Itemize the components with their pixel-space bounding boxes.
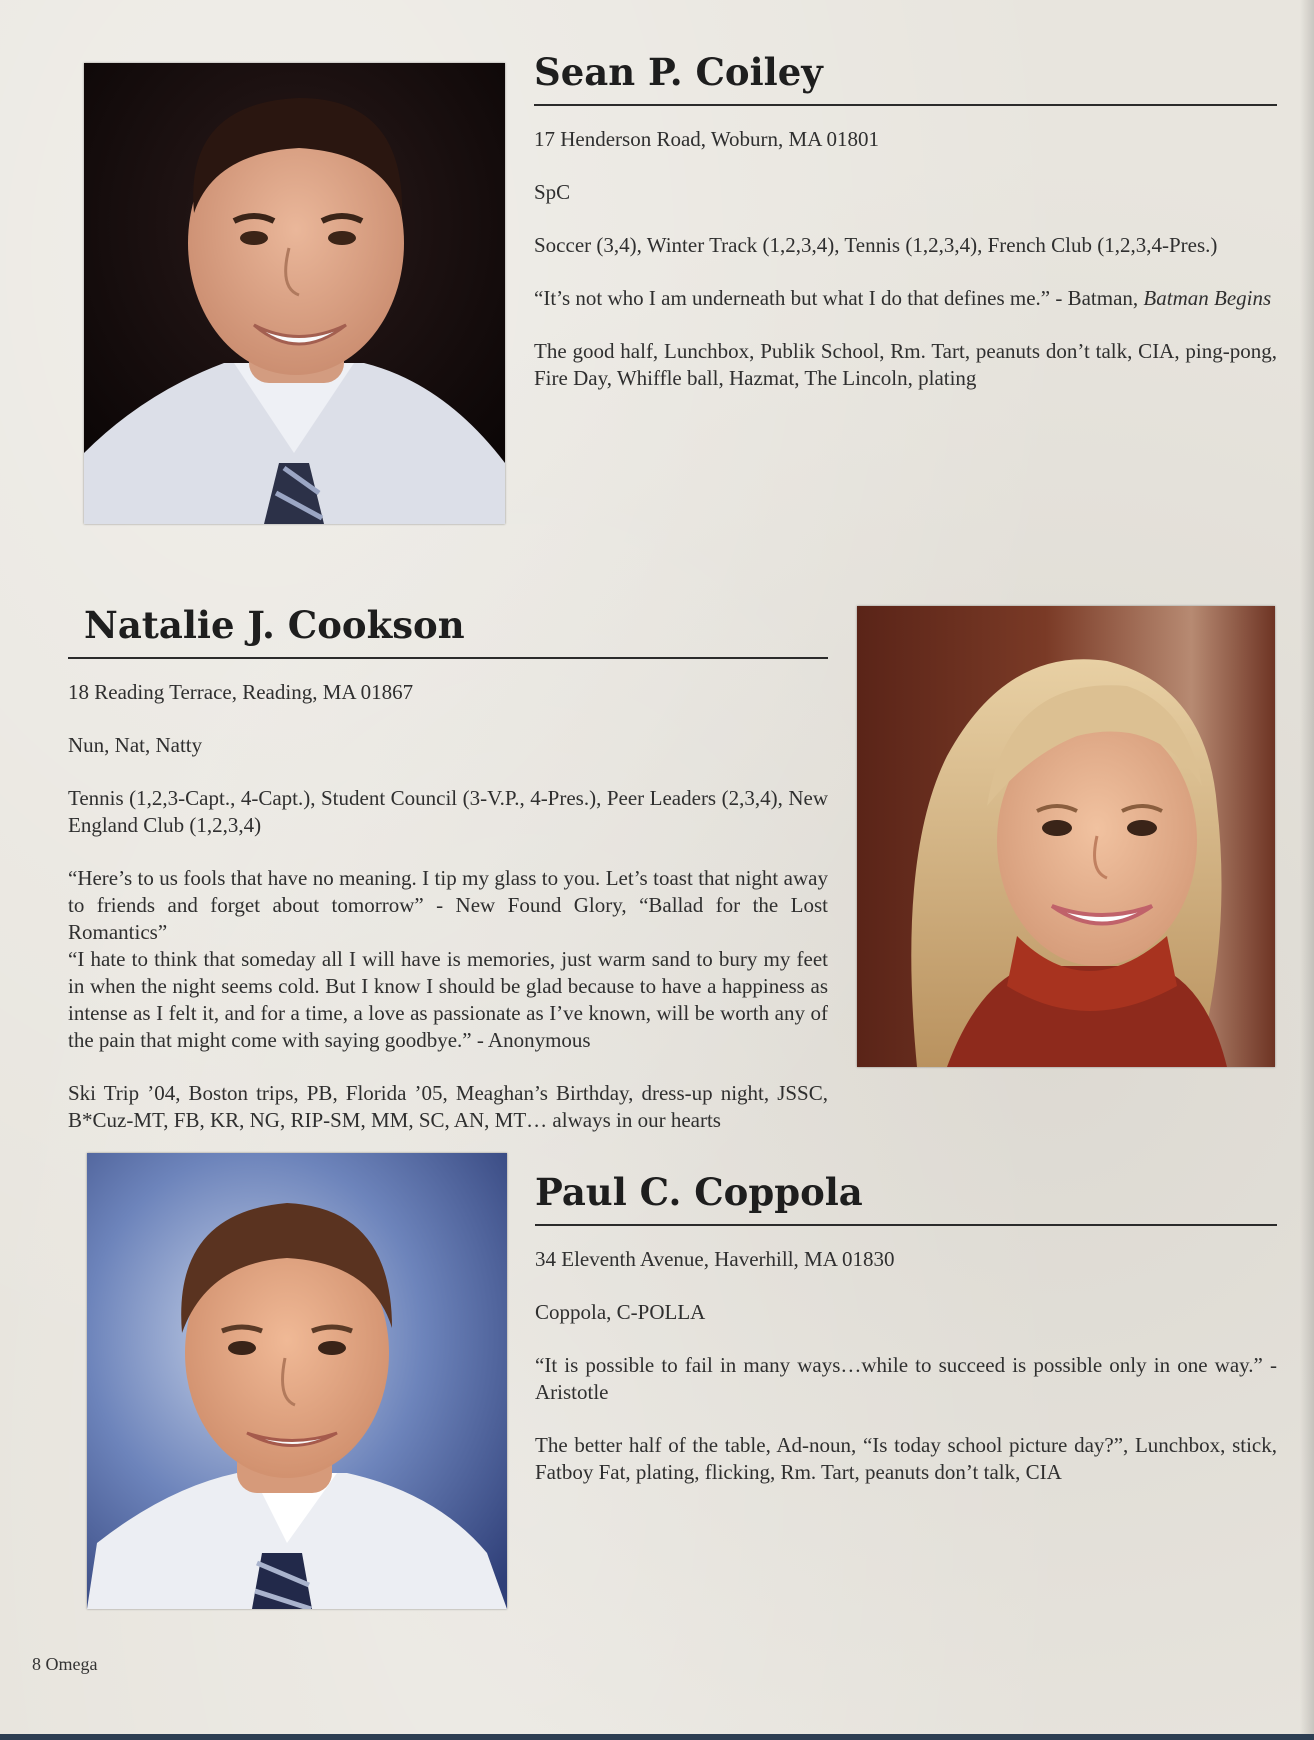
- student-memories: The good half, Lunchbox, Publik School, Rm. Tart, peanuts don’t talk, CIA, ping-pong, Fire Day, Whiffle ball, Hazmat, The Lincoln, plating: [534, 339, 1277, 391]
- student-nickname: Nun, Nat, Natty: [68, 733, 203, 758]
- student-nickname: Coppola, C-POLLA: [535, 1300, 706, 1325]
- student-memories: Ski Trip ’04, Boston trips, PB, Florida ’05, Meaghan’s Birthday, dress-up night, JSSC, B*Cuz-MT, FB, KR, NG, RIP-SM, MM, SC, AN, MT… always in our hearts: [68, 1081, 828, 1133]
- student-quote: “I hate to think that someday all I will have is memories, just warm sand to bury my feet in when the night seems cold. But I know I should be glad because to have a happiness as intense as I felt it, and for a time, a love as passionate as I’ve known, will be worth any of the pain that might come with saying goodbye.” - Anonymous: [68, 947, 828, 1053]
- student-name: Paul C. Coppola: [535, 1170, 863, 1214]
- student-quote: [534, 285, 1277, 312]
- name-divider: [535, 1224, 1277, 1226]
- student-memories: The better half of the table, Ad-noun, “Is today school picture day?”, Lunchbox, stick, Fatboy Fat, plating, flicking, Rm. Tart, peanuts don’t talk, CIA: [535, 1433, 1277, 1485]
- portrait-photo-natalie: [857, 606, 1275, 1067]
- student-quote: “It is possible to fail in many ways…while to succeed is possible only in one way.” - Aristotle: [535, 1353, 1277, 1405]
- student-nickname: SpC: [534, 180, 571, 205]
- page-footer: [32, 1654, 97, 1675]
- quote-source: Batman Begins: [1143, 286, 1272, 311]
- student-address: 34 Eleventh Avenue, Haverhill, MA 01830: [535, 1247, 895, 1272]
- portrait-photo-paul: [87, 1153, 507, 1609]
- name-divider: [534, 104, 1277, 106]
- student-name: Sean P. Coiley: [534, 50, 823, 94]
- student-quote: “Here’s to us fools that have no meaning. I tip my glass to you. Let’s toast that night away to friends and forget about tomorrow” - New Found Glory, “Ballad for the Lost Romantics”: [68, 866, 828, 945]
- student-name: Natalie J. Cookson: [84, 603, 465, 647]
- student-address: 18 Reading Terrace, Reading, MA 01867: [68, 680, 414, 705]
- student-activities: Soccer (3,4), Winter Track (1,2,3,4), Tennis (1,2,3,4), French Club (1,2,3,4-Pres.): [534, 233, 1218, 258]
- entry-paul-coppola: [535, 1170, 1277, 1512]
- publication-name: Omega: [45, 1654, 98, 1674]
- student-address: 17 Henderson Road, Woburn, MA 01801: [534, 127, 879, 152]
- page-bottom-edge: [0, 1734, 1314, 1740]
- name-divider: [68, 657, 828, 659]
- entry-sean-coiley: [534, 50, 1277, 418]
- page-number: 8: [32, 1654, 41, 1674]
- entry-natalie-cookson: [68, 603, 828, 1134]
- portrait-photo-sean: [84, 63, 505, 524]
- page-edge-shadow: [1300, 0, 1314, 1740]
- student-activities: Tennis (1,2,3-Capt., 4-Capt.), Student Council (3-V.P., 4-Pres.), Peer Leaders (2,3,4), New England Club (1,2,3,4): [68, 786, 828, 838]
- quote-text: “It’s not who I am underneath but what I do that defines me.” - Batman,: [534, 286, 1139, 311]
